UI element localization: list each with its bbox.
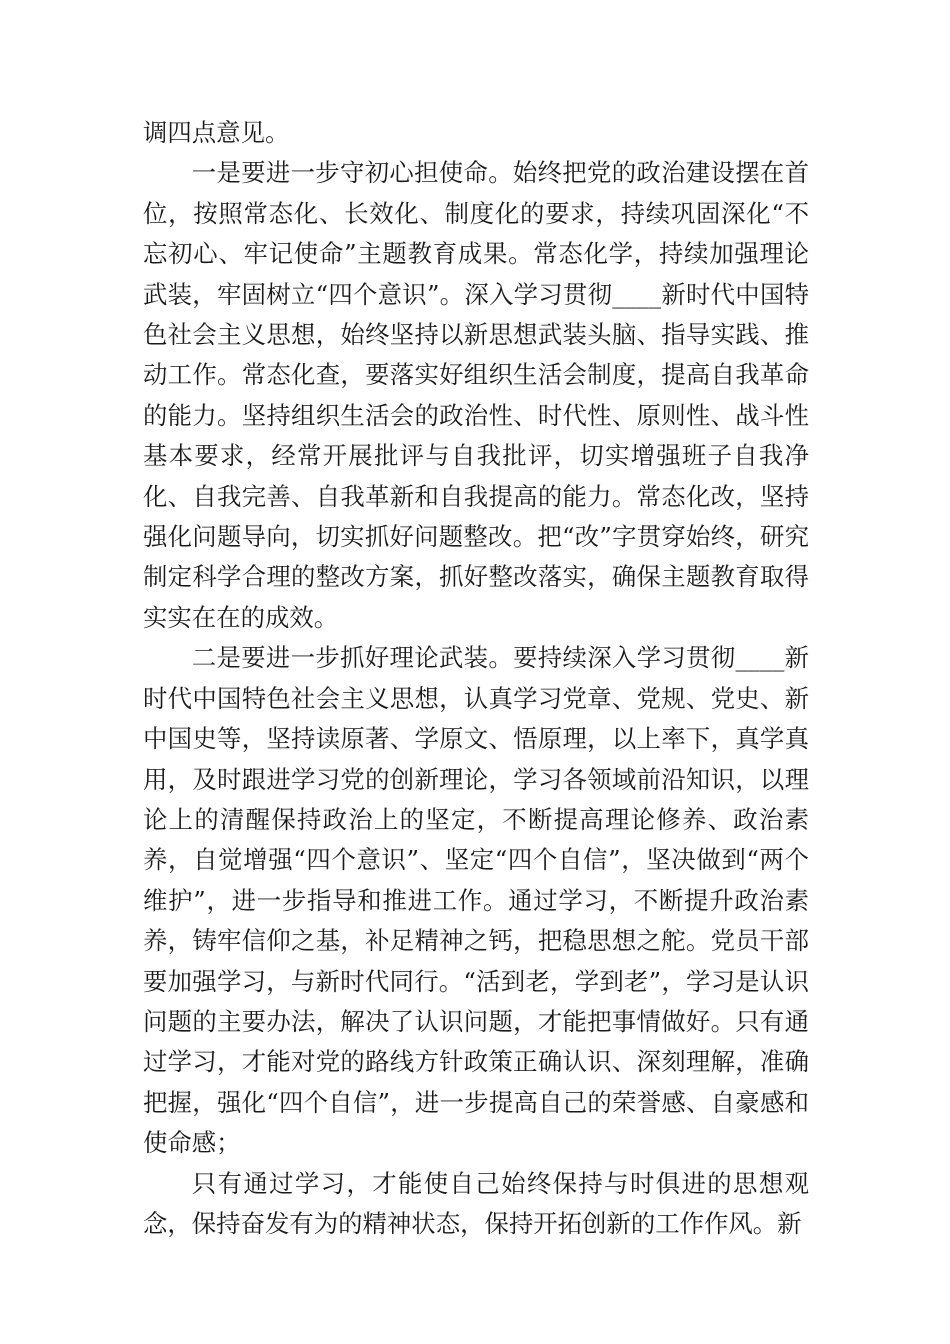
paragraph-point-one: 一是要进一步守初心担使命。始终把党的政治建设摆在首位，按照常态化、长效化、制度化的要求，持续巩固深化“不忘初心、牢记使命”主题教育成果。常态化学，持续加强理论武装，牢固树立“四个意识”。深入学习贯彻____新时代中国特色社会主义思想，始终坚持以新思想武装头脑、指导实践、推动工作。常态化查，要落实好组织生活会制度，提高自我革命的能力。坚持组织生活会的政治性、时代性、原则性、战斗性基本要求，经常开展批评与自我批评，切实增强班子自我净化、自我完善、自我革新和自我提高的能力。常态化改，坚持强化问题导向，切实抓好问题整改。把“改”字贯穿始终，研究制定科学合理的整改方案，抓好整改落实，确保主题教育取得实实在在的成效。 <box>143 158 809 632</box>
paragraph-study: 只有通过学习，才能使自己始终保持与时俱进的思想观念，保持奋发有为的精神状态，保持开拓创新的工作作风。新 <box>143 1168 809 1238</box>
document-body <box>143 113 809 1244</box>
paragraph-point-two: 二是要进一步抓好理论武装。要持续深入学习贯彻____新时代中国特色社会主义思想，认真学习党章、党规、党史、新中国史等，坚持读原著、学原文、悟原理，以上率下，真学真用，及时跟进学习党的创新理论，学习各领域前沿知识，以理论上的清醒保持政治上的坚定，不断提高理论修养、政治素养，自觉增强“四个意识”、坚定“四个自信”，坚决做到“两个维护”，进一步指导和推进工作。通过学习，不断提升政治素养，铸牢信仰之基，补足精神之钙，把稳思想之舵。党员干部要加强学习，与新时代同行。“活到老，学到老”，学习是认识问题的主要办法，解决了认识问题，才能把事情做好。只有通过学习，才能对党的路线方针政策正确认识、深刻理解，准确把握，强化“四个自信”，进一步提高自己的荣誉感、自豪感和使命感； <box>143 643 809 1158</box>
paragraph-continuation: 调四点意见。 <box>143 118 290 147</box>
